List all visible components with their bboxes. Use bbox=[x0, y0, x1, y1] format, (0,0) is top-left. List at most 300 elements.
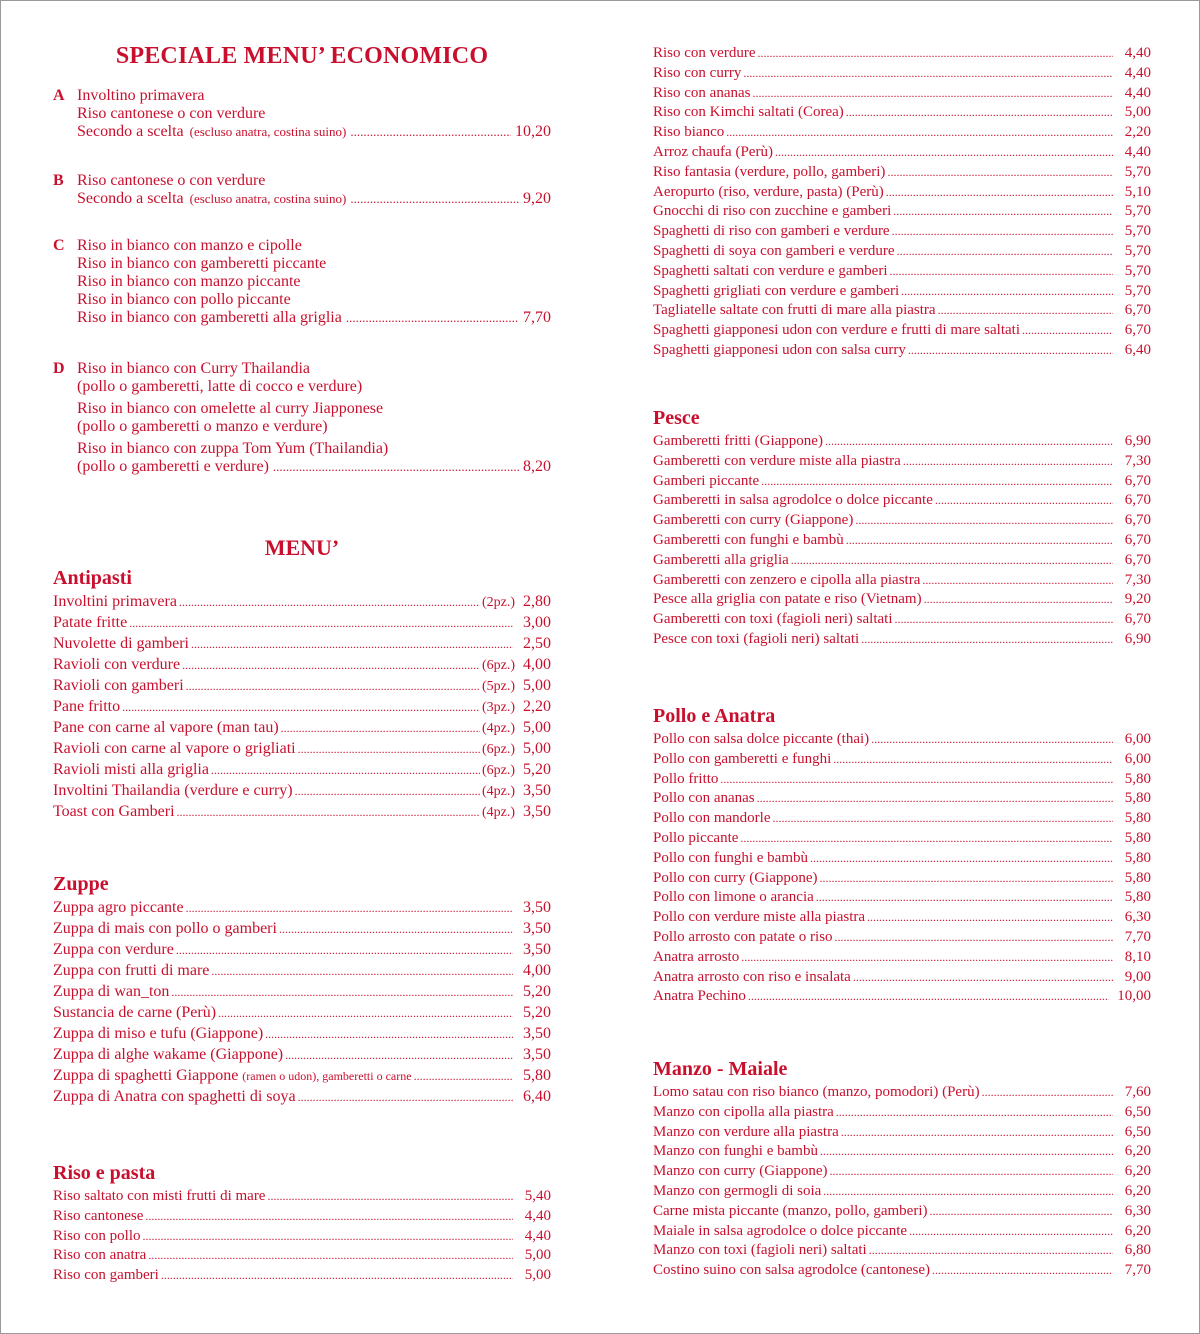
combo-line bbox=[77, 273, 551, 291]
menu-item bbox=[653, 988, 1151, 1008]
menu-item-name: Gamberetti con verdure miste alla piastra bbox=[653, 452, 901, 469]
combo-line bbox=[77, 172, 551, 190]
menu-item bbox=[53, 761, 551, 782]
dot-leader bbox=[791, 553, 1113, 568]
menu-item-price: 10,00 bbox=[1117, 988, 1151, 1005]
combo-a bbox=[53, 87, 551, 141]
menu-item-price: 6,90 bbox=[1124, 433, 1151, 449]
menu-item-name: Pollo arrosto con patate o riso bbox=[653, 928, 833, 945]
menu-item-name: Manzo con curry (Giappone) bbox=[653, 1163, 828, 1180]
menu-item-name: Ravioli con gamberi bbox=[53, 677, 184, 694]
menu-item-price: 4,00 bbox=[523, 656, 551, 673]
menu-item bbox=[53, 1004, 551, 1025]
menu-item-name: Spaghetti di soya con gamberi e verdure bbox=[653, 242, 895, 259]
combo-line bbox=[77, 87, 551, 105]
combo-line-note: (escluso anatra, costina suino) bbox=[189, 191, 347, 206]
menu-item bbox=[653, 889, 1151, 909]
dot-leader bbox=[177, 805, 480, 820]
menu-item-name: Gnocchi di riso con zucchine e gamberi bbox=[653, 203, 892, 220]
menu-item-price: 4,00 bbox=[523, 962, 551, 979]
menu-item-price: 5,00 bbox=[524, 1247, 551, 1264]
dot-leader bbox=[924, 592, 1113, 607]
menu-item bbox=[653, 850, 1151, 870]
menu-item-name: Aeropurto (riso, verdure, pasta) (Perù) bbox=[653, 183, 884, 200]
menu-item-name: Pesce alla griglia con patate e riso (Vietnam) bbox=[653, 591, 922, 608]
menu-item-price: 6,30 bbox=[1124, 1202, 1151, 1219]
antipasti-title: Antipasti bbox=[53, 567, 132, 589]
menu-item-price: 5,80 bbox=[1124, 770, 1151, 787]
menu-item bbox=[653, 144, 1151, 164]
combo-line-text: Riso in bianco con omelette al curry Jiapponese bbox=[77, 400, 384, 417]
menu-item-price: 5,00 bbox=[523, 719, 551, 736]
menu-item-name: Riso con ananas bbox=[653, 84, 751, 101]
menu-item bbox=[653, 164, 1151, 184]
menu-item bbox=[653, 1104, 1151, 1124]
menu-item bbox=[653, 104, 1151, 124]
menu-item-price: 3,50 bbox=[523, 920, 551, 937]
pesce-title: Pesce bbox=[653, 407, 700, 429]
combo-line-text: Secondo a scelta bbox=[77, 190, 184, 207]
menu-item-price: 6,20 bbox=[1124, 1143, 1151, 1160]
dot-leader bbox=[186, 901, 513, 916]
menu-item-name: Carne mista piccante (manzo, pollo, gamberi) bbox=[653, 1202, 928, 1219]
dot-leader bbox=[176, 943, 513, 958]
dot-leader bbox=[741, 950, 1113, 965]
menu-item-note: (6pz.) bbox=[481, 763, 515, 778]
combo-line bbox=[77, 378, 551, 396]
dot-leader bbox=[752, 86, 1113, 101]
combo-line bbox=[77, 360, 551, 378]
menu-item bbox=[653, 65, 1151, 85]
dot-leader bbox=[350, 123, 511, 141]
menu-item-name: Pollo con funghi e bambù bbox=[653, 849, 808, 866]
menu-item-name: Maiale in salsa agrodolce o dolce piccante bbox=[653, 1222, 908, 1239]
dot-leader bbox=[757, 791, 1113, 806]
menu-item bbox=[53, 920, 551, 941]
menu-item-name: Zuppa agro piccante bbox=[53, 899, 184, 916]
menu-item bbox=[653, 631, 1151, 651]
menu-item-name: Zuppa di Anatra con spaghetti di soya bbox=[53, 1088, 296, 1105]
dot-leader bbox=[893, 204, 1113, 219]
menu-item-price: 3,50 bbox=[523, 1046, 551, 1063]
menu-item bbox=[653, 1084, 1151, 1104]
dot-leader bbox=[922, 573, 1113, 588]
dot-leader bbox=[298, 1090, 513, 1105]
menu-item bbox=[53, 656, 551, 677]
menu-item-price: 4,40 bbox=[524, 1227, 551, 1244]
dot-leader bbox=[835, 930, 1113, 945]
dot-leader bbox=[982, 1085, 1113, 1100]
menu-item-price: 6,70 bbox=[1124, 551, 1151, 568]
menu-item-name: Riso cantonese bbox=[53, 1207, 144, 1224]
combo-price: 7,70 bbox=[523, 309, 551, 326]
section-riso-pasta bbox=[53, 1162, 551, 1287]
menu-item-price: 5,20 bbox=[523, 761, 551, 778]
menu-item-price: 6,40 bbox=[523, 1088, 551, 1105]
combo-line-text: Riso in bianco con gamberetti piccante bbox=[77, 255, 327, 272]
menu-item-name: Riso fantasia (verdure, pollo, gamberi) bbox=[653, 163, 886, 180]
menu-item-name: Gamberetti con curry (Giappone) bbox=[653, 512, 854, 529]
dot-leader bbox=[897, 244, 1113, 259]
combo-line-text: Riso in bianco con zuppa Tom Yum (Thailandia) bbox=[77, 440, 389, 457]
dot-leader bbox=[143, 1229, 513, 1244]
combo-line-text: Involtino primavera bbox=[77, 87, 205, 104]
menu-item-note: (6pz.) bbox=[481, 742, 515, 757]
menu-item-price: 6,70 bbox=[1124, 611, 1151, 628]
dot-leader bbox=[909, 1224, 1113, 1239]
menu-item bbox=[653, 909, 1151, 929]
combo-line-text: Riso cantonese o con verdure bbox=[77, 172, 266, 189]
combo-line-text: Riso in bianco con pollo piccante bbox=[77, 291, 291, 308]
menu-item-name: Involtini Thailandia (verdure e curry) bbox=[53, 782, 293, 799]
dot-leader bbox=[182, 658, 480, 673]
menu-item-name: Manzo con funghi e bambù bbox=[653, 1143, 818, 1160]
dot-leader bbox=[810, 851, 1113, 866]
menu-item bbox=[653, 969, 1151, 989]
menu-item-price: 4,40 bbox=[1124, 143, 1151, 160]
dot-leader bbox=[895, 612, 1113, 627]
dot-leader bbox=[846, 533, 1113, 548]
menu-item-name: Anatra arrosto bbox=[653, 948, 740, 965]
menu-item-note: (3pz.) bbox=[481, 700, 515, 715]
menu-item-price: 7,30 bbox=[1124, 571, 1151, 588]
menu-item-price: 5,40 bbox=[524, 1188, 551, 1204]
menu-item-price: 3,00 bbox=[523, 614, 551, 631]
menu-item-name: Pollo con verdure miste alla piastra bbox=[653, 909, 866, 926]
menu-item bbox=[53, 941, 551, 962]
menu-item bbox=[653, 1163, 1151, 1183]
menu-item-price: 7,30 bbox=[1124, 452, 1151, 469]
dot-leader bbox=[186, 679, 480, 694]
dot-leader bbox=[820, 871, 1113, 886]
menu-item-price: 6,50 bbox=[1124, 1123, 1151, 1140]
menu-item bbox=[653, 1124, 1151, 1144]
dot-leader bbox=[830, 1164, 1113, 1179]
combo-price: 8,20 bbox=[523, 458, 551, 475]
dot-leader bbox=[743, 66, 1113, 81]
menu-item-name: Sustancia de carne (Perù) bbox=[53, 1004, 217, 1021]
menu-item bbox=[653, 870, 1151, 890]
menu-item bbox=[653, 322, 1151, 342]
menu-item-name: Pollo con curry (Giappone) bbox=[653, 869, 818, 886]
menu-item-name: Zuppa di mais con pollo o gamberi bbox=[53, 920, 277, 937]
menu-item bbox=[653, 572, 1151, 592]
menu-item-price: 5,80 bbox=[523, 1067, 551, 1084]
combo-letter: D bbox=[53, 360, 65, 377]
combo-line-text: (pollo o gamberetti, latte di cocco e verdure) bbox=[77, 378, 363, 395]
dot-leader bbox=[273, 458, 519, 476]
menu-item-name: Riso con curry bbox=[653, 64, 742, 81]
menu-item bbox=[653, 45, 1151, 65]
combo-price: 9,20 bbox=[523, 190, 551, 207]
menu-item-price: 6,40 bbox=[1124, 341, 1151, 358]
dot-leader bbox=[846, 105, 1113, 120]
combo-line bbox=[77, 309, 551, 327]
combo-line bbox=[77, 440, 551, 458]
menu-item-price: 8,10 bbox=[1124, 948, 1151, 965]
menu-item bbox=[53, 803, 551, 824]
dot-leader bbox=[414, 1069, 513, 1084]
combo-price: 10,20 bbox=[515, 123, 551, 140]
menu-item bbox=[53, 719, 551, 740]
pollo-anatra-title: Pollo e Anatra bbox=[653, 705, 776, 727]
menu-item-price: 5,80 bbox=[1124, 849, 1151, 866]
menu-item-price: 5,00 bbox=[523, 740, 551, 757]
menu-item-name: Anatra Pechino bbox=[653, 988, 746, 1005]
dot-leader bbox=[932, 1263, 1113, 1278]
menu-item-name: Spaghetti giapponesi udon con salsa curry bbox=[653, 341, 906, 358]
menu-item bbox=[653, 1262, 1151, 1282]
dot-leader bbox=[122, 700, 480, 715]
dot-leader bbox=[867, 910, 1113, 925]
menu-item bbox=[653, 751, 1151, 771]
menu-item-note: (4pz.) bbox=[481, 721, 515, 736]
menu-item-name: Zuppa con verdure bbox=[53, 941, 174, 958]
menu-item bbox=[653, 591, 1151, 611]
dot-leader bbox=[871, 732, 1113, 747]
menu-item bbox=[653, 263, 1151, 283]
menu-item bbox=[53, 1188, 551, 1208]
menu-item-name: Gamberetti alla griglia bbox=[653, 551, 789, 568]
menu-item-name: Gamberetti con funghi e bambù bbox=[653, 531, 844, 548]
combo-b bbox=[53, 172, 551, 208]
menu-item-price: 5,80 bbox=[1124, 810, 1151, 827]
dot-leader bbox=[740, 831, 1113, 846]
dot-leader bbox=[281, 721, 480, 736]
menu-item-name: Pesce con toxi (fagioli neri) saltati bbox=[653, 630, 860, 647]
menu-item-price: 5,00 bbox=[523, 677, 551, 694]
menu-item-price: 3,50 bbox=[523, 941, 551, 958]
dot-leader bbox=[129, 616, 513, 631]
menu-item-name: Zuppa con frutti di mare bbox=[53, 962, 210, 979]
menu-item bbox=[53, 635, 551, 656]
menu-item-price: 5,70 bbox=[1124, 163, 1151, 180]
menu-item-price: 6,20 bbox=[1124, 1163, 1151, 1180]
menu-item-price: 6,70 bbox=[1124, 492, 1151, 509]
dot-leader bbox=[886, 185, 1113, 200]
menu-item-price: 6,70 bbox=[1124, 322, 1151, 339]
menu-item-price: 3,50 bbox=[523, 782, 551, 799]
menu-item-price: 5,70 bbox=[1124, 242, 1151, 259]
dot-leader bbox=[890, 264, 1114, 279]
speciale-title: SPECIALE MENU’ ECONOMICO bbox=[115, 43, 489, 69]
menu-item bbox=[53, 1228, 551, 1248]
menu-item-name: Ravioli misti alla griglia bbox=[53, 761, 209, 778]
menu-item bbox=[653, 283, 1151, 303]
menu-item-price: 5,70 bbox=[1124, 203, 1151, 220]
menu-item-name: Toast con Gamberi bbox=[53, 803, 175, 820]
menu-item bbox=[653, 203, 1151, 223]
menu-item-price: 3,50 bbox=[523, 1025, 551, 1042]
menu-item-note: (6pz.) bbox=[481, 658, 515, 673]
menu-item-price: 5,80 bbox=[1124, 790, 1151, 807]
menu-item bbox=[53, 1025, 551, 1046]
dot-leader bbox=[265, 1027, 513, 1042]
combo-line bbox=[77, 237, 551, 255]
menu-item-name: Pollo con salsa dolce piccante (thai) bbox=[653, 731, 870, 747]
menu-item bbox=[653, 473, 1151, 493]
dot-leader bbox=[836, 1105, 1113, 1120]
dot-leader bbox=[861, 632, 1113, 647]
dot-leader bbox=[145, 1209, 513, 1224]
menu-item bbox=[653, 302, 1151, 322]
menu-item bbox=[653, 731, 1151, 751]
menu-item-name: Pane fritto bbox=[53, 698, 121, 715]
menu-item-price: 6,90 bbox=[1124, 630, 1151, 647]
combo-line bbox=[77, 105, 551, 123]
combo-line bbox=[77, 400, 551, 418]
manzo-maiale-title: Manzo - Maiale bbox=[653, 1058, 788, 1080]
menu-item bbox=[653, 949, 1151, 969]
menu-item-name: Manzo con germogli di soia bbox=[653, 1182, 822, 1199]
menu-item-name: Arroz chaufa (Perù) bbox=[653, 143, 773, 160]
menu-item-price: 7,70 bbox=[1124, 928, 1151, 945]
menu-item-price: 9,20 bbox=[1124, 591, 1151, 608]
menu-item-name: Pollo con gamberetti e funghi bbox=[653, 750, 832, 767]
dot-leader bbox=[869, 1243, 1113, 1258]
dot-leader bbox=[901, 284, 1113, 299]
menu-item-price: 5,10 bbox=[1124, 183, 1151, 200]
menu-item bbox=[653, 1203, 1151, 1223]
dot-leader bbox=[855, 513, 1113, 528]
menu-item-price: 6,20 bbox=[1124, 1182, 1151, 1199]
menu-item-price: 6,70 bbox=[1124, 512, 1151, 529]
section-antipasti bbox=[53, 567, 551, 824]
menu-item bbox=[53, 1208, 551, 1228]
menu-item-name: Nuvolette di gamberi bbox=[53, 635, 189, 652]
dot-leader bbox=[938, 303, 1113, 318]
menu-item bbox=[653, 453, 1151, 473]
menu-item bbox=[653, 512, 1151, 532]
menu-item-note: (2pz.) bbox=[481, 595, 515, 610]
menu-item-name: Zuppa di wan_ton bbox=[53, 983, 170, 1000]
dot-leader bbox=[179, 595, 480, 610]
menu-item bbox=[653, 433, 1151, 453]
menu-item bbox=[53, 677, 551, 698]
menu-item-name: Pollo fritto bbox=[653, 770, 719, 787]
combo-line-text: Riso in bianco con manzo e cipolle bbox=[77, 237, 302, 254]
dot-leader bbox=[161, 1268, 513, 1283]
menu-item bbox=[653, 1242, 1151, 1262]
menu-item-note: (ramen o udon), gamberetti o carne bbox=[242, 1069, 412, 1083]
menu-item-name: Gamberi piccante bbox=[653, 472, 760, 489]
dot-leader bbox=[218, 1006, 513, 1021]
combo-line bbox=[77, 418, 551, 436]
menu-item-price: 6,00 bbox=[1124, 750, 1151, 767]
menu-item-price: 4,40 bbox=[1124, 45, 1151, 61]
dot-leader bbox=[929, 1204, 1113, 1219]
menu-item bbox=[53, 593, 551, 614]
combo-line-text: Riso in bianco con manzo piccante bbox=[77, 273, 301, 290]
dot-leader bbox=[171, 985, 513, 1000]
menu-item-name: Manzo con verdure alla piastra bbox=[653, 1123, 839, 1140]
dot-leader bbox=[892, 224, 1113, 239]
menu-item bbox=[53, 1067, 551, 1088]
menu-item-price: 5,70 bbox=[1124, 223, 1151, 240]
dot-leader bbox=[211, 763, 480, 778]
menu-item bbox=[53, 1247, 551, 1267]
menu-item-name: Pollo piccante bbox=[653, 829, 739, 846]
menu-item bbox=[653, 929, 1151, 949]
dot-leader bbox=[772, 811, 1113, 826]
menu-item-name: Riso con Kimchi saltati (Corea) bbox=[653, 104, 844, 121]
menu-item-note: (4pz.) bbox=[481, 784, 515, 799]
section-pollo-anatra bbox=[653, 705, 1151, 1008]
dot-leader bbox=[903, 454, 1113, 469]
menu-item bbox=[53, 962, 551, 983]
menu-item-name: Riso con verdure bbox=[653, 45, 756, 61]
menu-item-name: Pollo con ananas bbox=[653, 790, 755, 807]
menu-item bbox=[653, 1223, 1151, 1243]
menu-item bbox=[53, 1088, 551, 1109]
menu-item bbox=[653, 790, 1151, 810]
menu-item bbox=[53, 899, 551, 920]
combo-c bbox=[53, 237, 551, 327]
dot-leader bbox=[853, 970, 1113, 985]
menu-item-name: Ravioli con verdure bbox=[53, 656, 181, 673]
menu-item-price: 6,70 bbox=[1124, 472, 1151, 489]
dot-leader bbox=[726, 125, 1113, 140]
menu-item-name: Pane con carne al vapore (man tau) bbox=[53, 719, 279, 736]
menu-item bbox=[653, 532, 1151, 552]
menu-item-name: Riso bianco bbox=[653, 124, 725, 141]
dot-leader bbox=[823, 1184, 1113, 1199]
dot-leader bbox=[833, 752, 1113, 767]
dot-leader bbox=[825, 434, 1113, 449]
section-zuppe bbox=[53, 873, 551, 1109]
menu-item bbox=[653, 1183, 1151, 1203]
menu-item bbox=[653, 810, 1151, 830]
menu-item bbox=[653, 492, 1151, 512]
dot-leader bbox=[295, 784, 480, 799]
dot-leader bbox=[761, 474, 1113, 489]
menu-item bbox=[53, 1267, 551, 1287]
menu-item-name: Pollo con limone o arancia bbox=[653, 889, 814, 906]
menu-item bbox=[653, 124, 1151, 144]
menu-item-price: 9,00 bbox=[1124, 968, 1151, 985]
menu-item bbox=[653, 85, 1151, 105]
menu-item-price: 3,50 bbox=[523, 803, 551, 820]
menu-item-price: 5,00 bbox=[1124, 104, 1151, 121]
menu-item-price: 5,70 bbox=[1124, 262, 1151, 279]
dot-leader bbox=[285, 1048, 513, 1063]
menu-item bbox=[653, 830, 1151, 850]
menu-item bbox=[653, 223, 1151, 243]
section-manzo-maiale bbox=[653, 1058, 1151, 1282]
menu-item-name: Spaghetti di riso con gamberi e verdure bbox=[653, 223, 890, 240]
section-pesce bbox=[653, 407, 1151, 651]
combo-letter: A bbox=[53, 87, 65, 104]
menu-item-price: 4,40 bbox=[524, 1207, 551, 1224]
menu-item bbox=[653, 771, 1151, 791]
dot-leader bbox=[820, 1144, 1113, 1159]
menu-item-name: Tagliatelle saltate con frutti di mare alla piastra bbox=[653, 302, 936, 319]
dot-leader bbox=[267, 1189, 513, 1204]
menu-item-name: Anatra arrosto con riso e insalata bbox=[653, 968, 851, 985]
menu-item-price: 6,80 bbox=[1124, 1242, 1151, 1259]
combo-d bbox=[53, 360, 551, 476]
menu-item-price: 6,70 bbox=[1124, 302, 1151, 319]
combo-line-text: Secondo a scelta bbox=[77, 123, 184, 140]
menu-item-name: Manzo con cipolla alla piastra bbox=[653, 1103, 834, 1120]
menu-item-name: Zuppa di spaghetti Giappone bbox=[53, 1067, 239, 1084]
menu-item-name: Spaghetti grigliati con verdure e gamberi bbox=[653, 282, 900, 299]
menu-item-name: Spaghetti saltati con verdure e gamberi bbox=[653, 262, 888, 279]
menu-item-price: 5,00 bbox=[524, 1267, 551, 1284]
menu-item-name: Riso con pollo bbox=[53, 1227, 141, 1244]
menu-item-note: (4pz.) bbox=[481, 805, 515, 820]
menu-title: MENU’ bbox=[264, 535, 340, 560]
